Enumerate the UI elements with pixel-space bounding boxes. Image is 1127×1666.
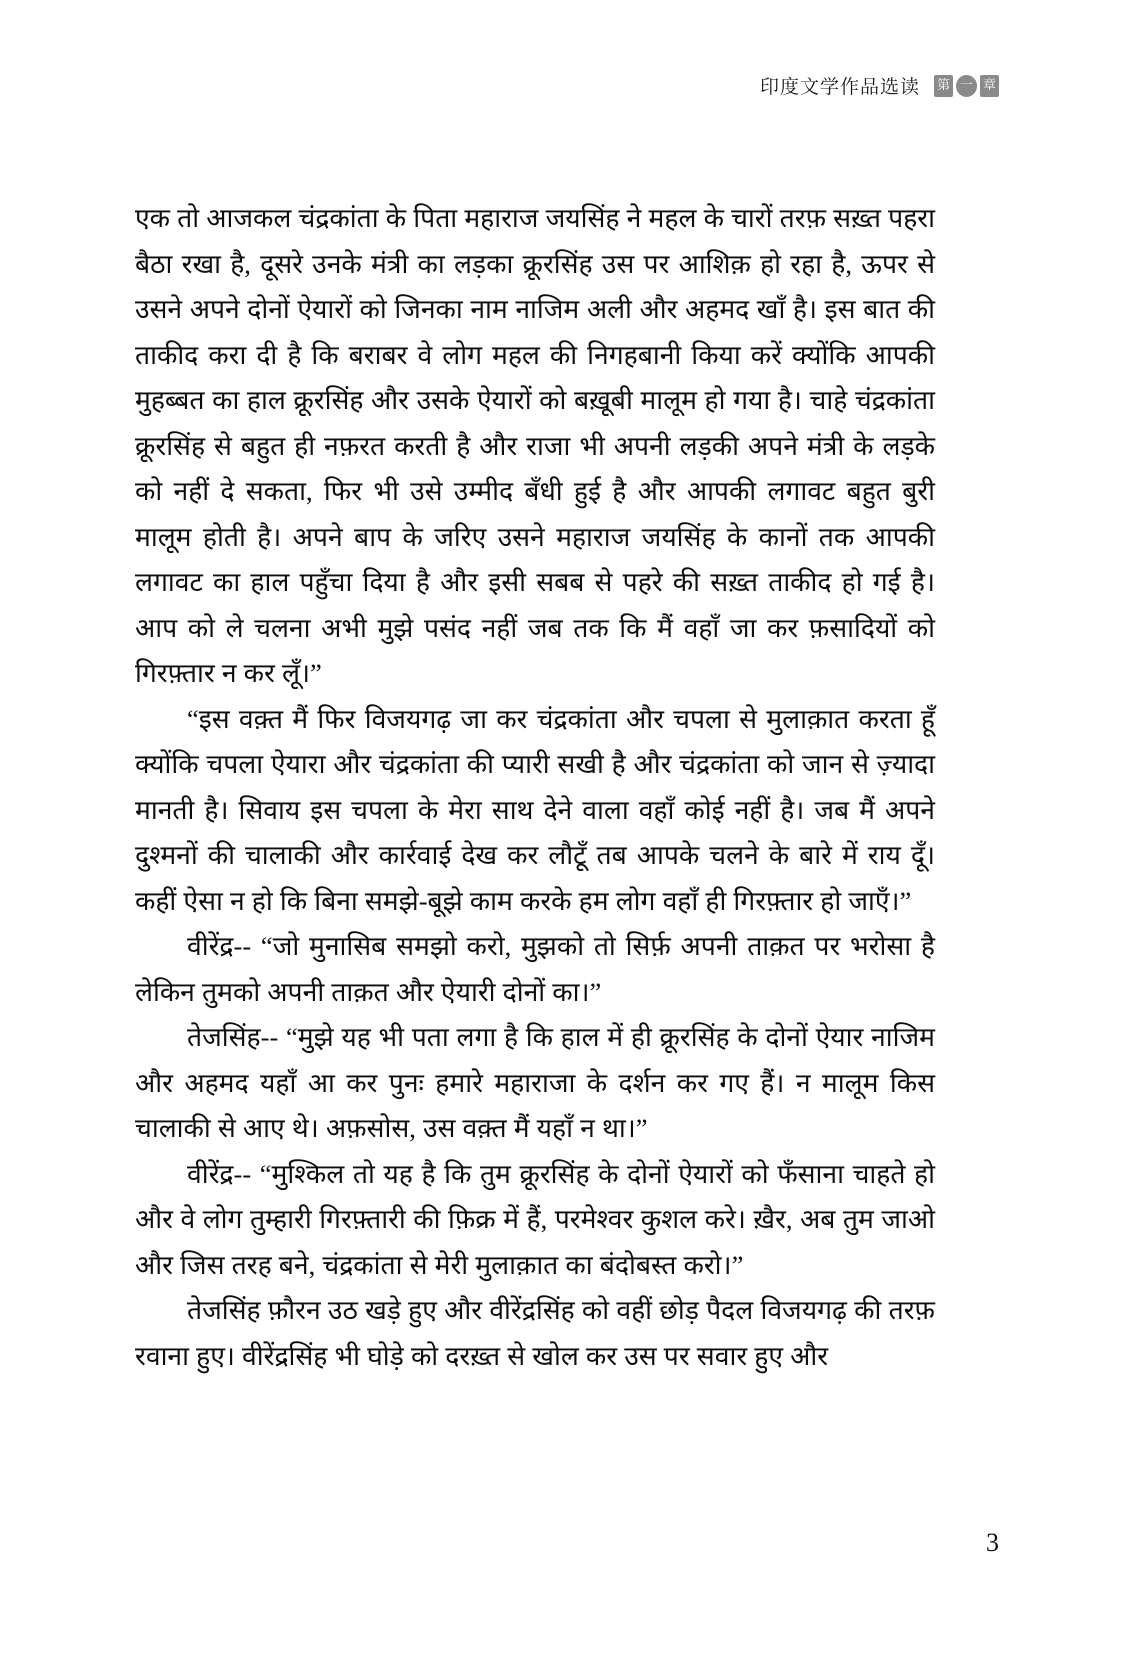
chapter-badge <box>934 75 999 97</box>
body-text <box>135 196 935 1379</box>
paragraph: एक तो आजकल चंद्रकांता के पिता महाराज जयसिंह ने महल के चारों तरफ़ सख़्त पहरा बैठा रखा है, दूसरे उनके मंत्री का लड़का क्रूरसिंह उस पर आशिक़ हो रहा है, ऊपर से उसने अपने दोनों ऐयारों को जिनका नाम नाजिम अली और अहमद खाँ है। इस बात की ताकीद करा दी है कि बराबर वे लोग महल की निगहबानी किया करें क्योंकि आपकी मुहब्बत का हाल क्रूरसिंह और उसके ऐयारों को बख़ूबी मालूम हो गया है। चाहे चंद्रकांता क्रूरसिंह से बहुत ही नफ़रत करती है और राजा भी अपनी लड़की अपने मंत्री के लड़के को नहीं दे सकता, फिर भी उसे उम्मीद बँधी हुई है और आपकी लगावट बहुत बुरी मालूम होती है। अपने बाप के जरिए उसने महाराज जयसिंह के कानों तक आपकी लगावट का हाल पहुँचा दिया है और इसी सबब से पहरे की सख़्त ताकीद हो गई है। आप को ले चलना अभी मुझे पसंद नहीं जब तक कि मैं वहाँ जा कर फ़सादियों को गिरफ़्तार न कर लूँ।” <box>135 203 935 688</box>
book-title: 印度文学作品选读 <box>759 76 920 98</box>
running-head <box>760 72 999 99</box>
paragraph: तेजसिंह-- “मुझे यह भी पता लगा है कि हाल में ही क्रूरसिंह के दोनों ऐयार नाजिम और अहमद यहाँ आ कर पुनः हमारे महाराजा के दर्शन कर गए हैं। न मालूम किस चालाकी से आए थे। अफ़सोस, उस वक़्त मैं यहाँ न था।” <box>135 1022 935 1143</box>
paragraph: वीरेंद्र-- “मुश्किल तो यह है कि तुम क्रूरसिंह के दोनों ऐयारों को फँसाना चाहते हो और वे लोग तुम्हारी गिरफ़्तारी की फ़िक्र में हैं, परमेश्वर कुशल करे। ख़ैर, अब तुम जाओ और जिस तरह बने, चंद्रकांता से मेरी मुलाक़ात का बंदोबस्त करो।” <box>135 1158 935 1280</box>
chapter-badge-char-1: 第 <box>934 75 953 97</box>
paragraph: “इस वक़्त मैं फिर विजयगढ़ जा कर चंद्रकांता और चपला से मुलाक़ात करता हूँ क्योंकि चपला ऐयारा और चंद्रकांता की प्यारी सखी है और चंद्रकांता को जान से ज़्यादा मानती है। सिवाय इस चपला के मेरा साथ देने वाला वहाँ कोई नहीं है। जब मैं अपने दुश्मनों की चालाकी और कार्रवाई देख कर लौटूँ तब आपके चलने के बारे में राय दूँ। कहीं ऐसा न हो कि बिना समझे-बूझे काम करके हम लोग वहाँ ही गिरफ़्तार हो जाएँ।” <box>135 703 935 916</box>
paragraph: तेजसिंह फ़ौरन उठ खड़े हुए और वीरेंद्रसिंह को वहीं छोड़ पैदल विजयगढ़ की तरफ़ रवाना हुए। वीरेंद्रसिंह भी घोड़े को दरख़्त से खोल कर उस पर सवार हुए और <box>135 1295 935 1371</box>
paragraph: वीरेंद्र-- “जो मुनासिब समझो करो, मुझको तो सिर्फ़ अपनी ताक़त पर भरोसा है लेकिन तुमको अपनी ताक़त और ऐयारी दोनों का।” <box>135 931 935 1007</box>
chapter-badge-char-2: 一 <box>956 75 977 97</box>
chapter-badge-char-3: 章 <box>980 75 999 97</box>
page-number: 3 <box>986 1528 999 1557</box>
